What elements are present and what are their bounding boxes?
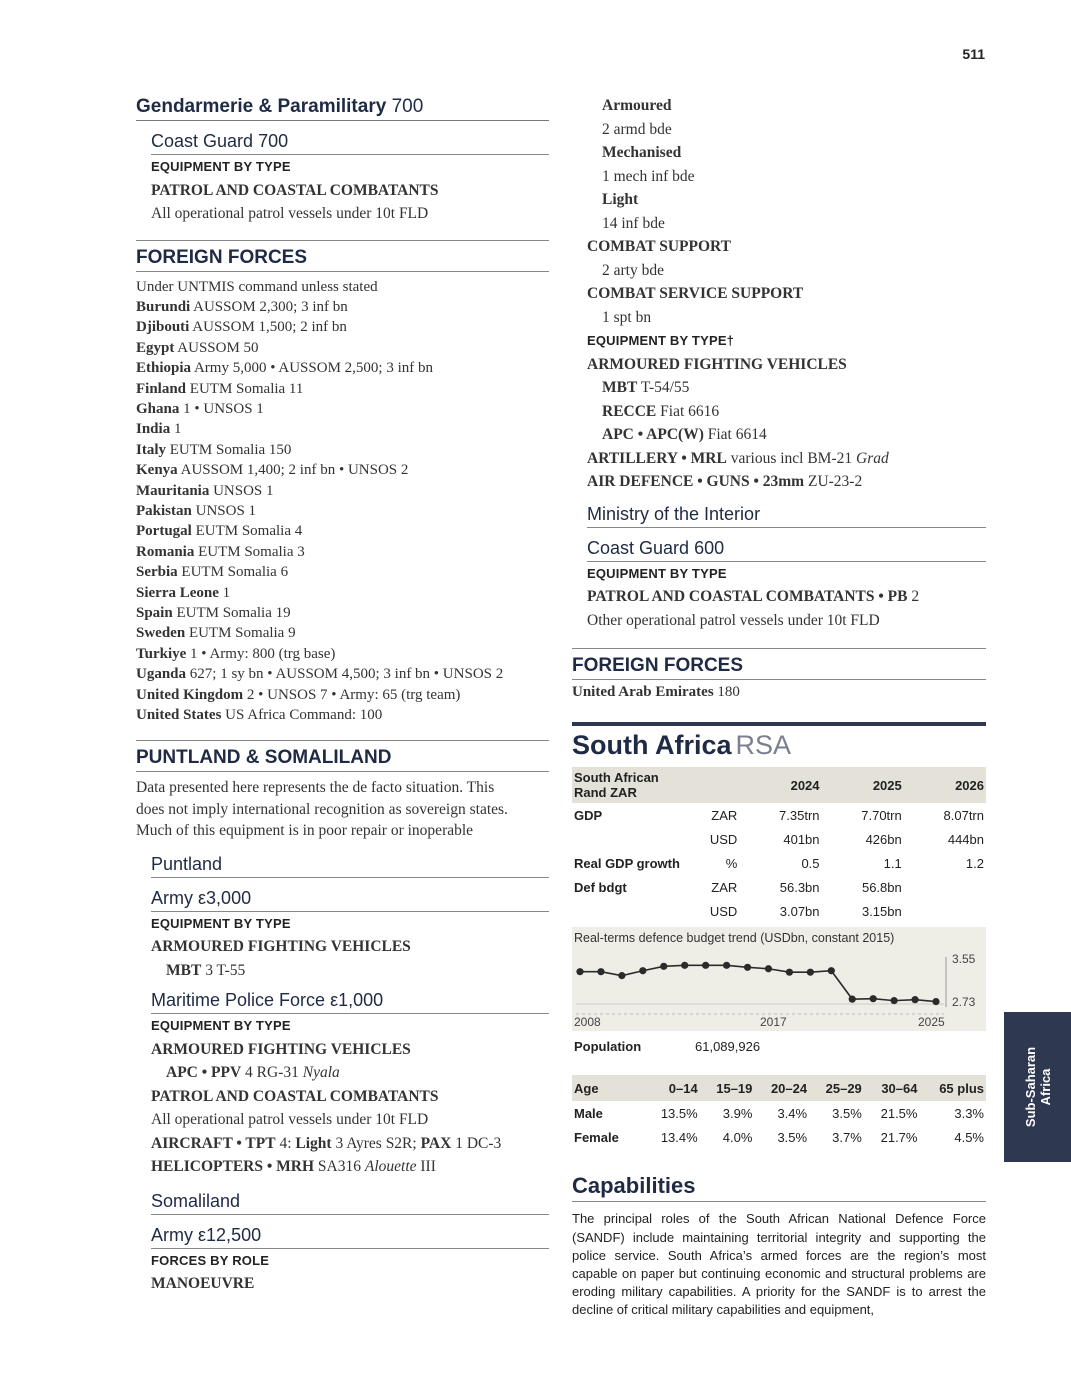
- mechanised-value: 1 mech inf bde: [602, 167, 695, 185]
- armoured-label: Armoured: [602, 97, 672, 114]
- region-tab: [1004, 1012, 1071, 1162]
- recce-line: RECCE Fiat 6616: [602, 402, 720, 420]
- capabilities-heading: Capabilities: [572, 1173, 986, 1202]
- age-table: [572, 1075, 986, 1149]
- foreign-force-entry: Kenya AUSSOM 1,400; 2 inf bn • UNSOS 2: [136, 462, 409, 479]
- data-point: [891, 997, 898, 1004]
- table-row: Real GDP growth % 0.5 1.1 1.2: [574, 855, 984, 871]
- data-point: [765, 966, 772, 973]
- patrol-text: All operational patrol vessels under 10t FLD: [151, 205, 429, 222]
- table-row: USD 401bn 426bn 444bn: [709, 831, 984, 847]
- population-row: [572, 1039, 986, 1059]
- combat-support-label: COMBAT SUPPORT: [587, 238, 731, 255]
- mechanised-label: Mechanised: [602, 144, 682, 161]
- table-row: Def bdgt ZAR 56.3bn 56.8bn: [574, 879, 902, 895]
- patrol-text: All operational patrol vessels under 10t FLD: [151, 1111, 429, 1129]
- equipment-label: EQUIPMENT BY TYPE: [587, 565, 727, 581]
- patrol-category-line: PATROL AND COASTAL COMBATANTS • PB 2: [587, 588, 920, 605]
- css-value: 1 spt bn: [602, 308, 652, 326]
- foreign-force-entry: Burundi AUSSOM 2,300; 3 inf bn: [136, 298, 348, 315]
- data-point: [597, 969, 604, 976]
- data-point: [932, 998, 939, 1005]
- somaliland-heading: Somaliland: [151, 1191, 549, 1215]
- chart-svg: [572, 927, 986, 1031]
- category-label: PATROL AND COASTAL COMBATANTS: [151, 181, 439, 199]
- coast-guard-heading: Coast Guard 700: [151, 131, 549, 155]
- data-point: [849, 996, 856, 1003]
- foreign-force-entry: United Kingdom 2 • UNSOS 7 • Army: 65 (trg team): [136, 686, 461, 703]
- data-point: [723, 962, 730, 969]
- mbt-line: MBT T-54/55: [602, 379, 690, 396]
- afv-label: ARMOURED FIGHTING VEHICLES: [587, 355, 847, 373]
- y-tick-label: 2.73: [952, 995, 976, 1010]
- css-label: COMBAT SERVICE SUPPORT: [587, 285, 804, 302]
- apc-line: APC • PPV 4 RG-31 Nyala: [166, 1064, 340, 1082]
- foreign-force-entry: Sweden EUTM Somalia 9: [136, 625, 296, 642]
- air-defence-line: AIR DEFENCE • GUNS • 23mm ZU-23-2: [587, 473, 863, 490]
- foreign-force-entry: Italy EUTM Somalia 150: [136, 441, 292, 458]
- light-value: 14 inf bde: [602, 214, 665, 232]
- foreign-force-entry: Serbia EUTM Somalia 6: [136, 564, 289, 581]
- foreign-forces-entry: United Arab Emirates 180: [572, 684, 740, 700]
- data-point: [576, 969, 583, 976]
- economics-table: [572, 767, 986, 923]
- age-header-row: Age 0–14 15–19 20–24 25–29 30–64 65 plus: [572, 1075, 986, 1101]
- puntland-somaliland-note: Data presented here represents the de facto situation. This does not imply international recognition as sovereign states. Much of this equipment is in poor repair or inoperable: [136, 779, 508, 840]
- data-point: [681, 962, 688, 969]
- maritime-police-heading: Maritime Police Force ε1,000: [151, 990, 549, 1014]
- patrol-text: Other operational patrol vessels under 10t FLD: [587, 611, 880, 629]
- table-row: GDP ZAR 7.35trn 7.70trn 8.07trn: [574, 807, 984, 823]
- data-point: [870, 995, 877, 1002]
- left-column: [136, 92, 549, 1296]
- category-label: PATROL AND COASTAL COMBATANTS: [151, 1087, 439, 1105]
- ministry-heading: Ministry of the Interior: [587, 504, 986, 528]
- chart-title: Real-terms defence budget trend (USDbn, constant 2015): [574, 931, 895, 946]
- category-label: ARMOURED FIGHTING VEHICLES: [151, 938, 411, 956]
- country-name: South Africa: [572, 730, 732, 761]
- table-row: USD 3.07bn 3.15bn: [709, 903, 902, 919]
- equipment-label: EQUIPMENT BY TYPE: [151, 159, 291, 174]
- foreign-force-entry: Ethiopia Army 5,000 • AUSSOM 2,500; 3 inf bn: [136, 360, 433, 377]
- data-point: [828, 968, 835, 975]
- foreign-force-entry: Djibouti AUSSOM 1,500; 2 inf bn: [136, 319, 347, 336]
- x-tick-label: 2008: [574, 1015, 601, 1030]
- region-tab-label: Sub-Saharan Africa: [1022, 1046, 1053, 1128]
- foreign-force-entry: Ghana 1 • UNSOS 1: [136, 400, 264, 417]
- forces-by-role-label: FORCES BY ROLE: [151, 1252, 270, 1268]
- data-point: [639, 968, 646, 975]
- foreign-force-entry: Spain EUTM Somalia 19: [136, 605, 291, 621]
- artillery-line: ARTILLERY • MRL various incl BM-21 Grad: [587, 449, 889, 467]
- country-code: RSA: [735, 730, 792, 761]
- coast-guard-section: [136, 131, 549, 226]
- data-point: [744, 964, 751, 971]
- helicopters-line: HELICOPTERS • MRH SA316 Alouette III: [151, 1158, 436, 1176]
- right-column: [572, 94, 986, 1320]
- table-row: Male 13.5% 3.9% 3.4% 3.5% 21.5% 3.3%: [574, 1105, 984, 1121]
- defence-budget-chart: [572, 927, 986, 1031]
- puntland-somaliland-heading: PUNTLAND & SOMALILAND: [136, 740, 549, 772]
- apc-line: APC • APC(W) Fiat 6614: [602, 426, 767, 443]
- equipment-label: EQUIPMENT BY TYPE†: [587, 333, 735, 348]
- equipment-label: EQUIPMENT BY TYPE: [151, 1018, 291, 1034]
- data-point: [618, 972, 625, 979]
- category-label: ARMOURED FIGHTING VEHICLES: [151, 1040, 411, 1058]
- aircraft-line: AIRCRAFT • TPT 4: Light 3 Ayres S2R; PAX 1 DC-3: [151, 1134, 502, 1152]
- coast-guard-heading: Coast Guard 600: [587, 538, 986, 562]
- foreign-forces-heading: FOREIGN FORCES: [136, 240, 549, 272]
- puntland-heading: Puntland: [151, 854, 549, 878]
- y-tick-label: 3.55: [952, 952, 976, 967]
- population-value: 61,089,926: [695, 1039, 761, 1055]
- foreign-force-entry: Sierra Leone 1: [136, 584, 231, 601]
- foreign-force-entry: United States US Africa Command: 100: [136, 707, 383, 724]
- armoured-value: 2 armd bde: [602, 120, 672, 138]
- somaliland-army-heading: Army ε12,500: [151, 1225, 549, 1249]
- foreign-forces-list: [136, 277, 549, 726]
- foreign-intro: Under UNTMIS command unless stated: [136, 278, 378, 295]
- foreign-force-entry: Turkiye 1 • Army: 800 (trg base): [136, 645, 336, 662]
- series-line: [580, 966, 936, 1002]
- foreign-force-entry: Uganda 627; 1 sy bn • AUSSOM 4,500; 3 inf bn • UNSOS 2: [136, 666, 504, 683]
- foreign-force-entry: Romania EUTM Somalia 3: [136, 543, 305, 560]
- puntland-section: [136, 854, 549, 1296]
- foreign-force-entry: Finland EUTM Somalia 11: [136, 380, 304, 397]
- data-point: [807, 969, 814, 976]
- foreign-force-entry: Portugal EUTM Somalia 4: [136, 523, 303, 540]
- foreign-forces-heading: FOREIGN FORCES: [572, 648, 986, 680]
- capabilities-text: The principal roles of the South African National Defence Force (SANDF) include maintaining territorial integrity and supporting the police service. South Africa’s armed forces are the region’s most capable on paper but continuing economic and structural problems are eroding military capabilities. A priority for the SANDF is to arrest the decline of critical military capabilities and equipment,: [572, 1211, 986, 1318]
- table-row: Female 13.4% 4.0% 3.5% 3.7% 21.7% 4.5%: [574, 1129, 984, 1145]
- foreign-force-entry: Egypt AUSSOM 50: [136, 339, 259, 356]
- foreign-force-entry: India 1: [136, 421, 182, 438]
- gendarmerie-heading: Gendarmerie & Paramilitary 700: [136, 96, 549, 121]
- ministry-section: [572, 504, 986, 633]
- data-point: [911, 996, 918, 1003]
- x-tick-label: 2025: [918, 1015, 945, 1030]
- economics-header-row: South African Rand ZAR 2024 2025 2026: [572, 767, 986, 803]
- foreign-force-entry: Mauritania UNSOS 1: [136, 482, 274, 499]
- light-label: Light: [602, 191, 639, 208]
- data-point: [660, 963, 667, 970]
- foreign-force-entry: Pakistan UNSOS 1: [136, 502, 257, 519]
- data-point: [702, 962, 709, 969]
- combat-support-value: 2 arty bde: [602, 261, 664, 279]
- puntland-army-heading: Army ε3,000: [151, 888, 549, 912]
- manoeuvre-label: MANOEUVRE: [151, 1275, 255, 1293]
- equipment-label: EQUIPMENT BY TYPE: [151, 915, 291, 931]
- population-label: Population: [574, 1039, 642, 1055]
- mbt-line: MBT 3 T-55: [166, 961, 246, 979]
- foreign-items: [136, 297, 549, 726]
- x-tick-label: 2017: [760, 1015, 787, 1030]
- country-header: [572, 722, 986, 761]
- data-point: [786, 969, 793, 976]
- page-number: 511: [962, 46, 985, 62]
